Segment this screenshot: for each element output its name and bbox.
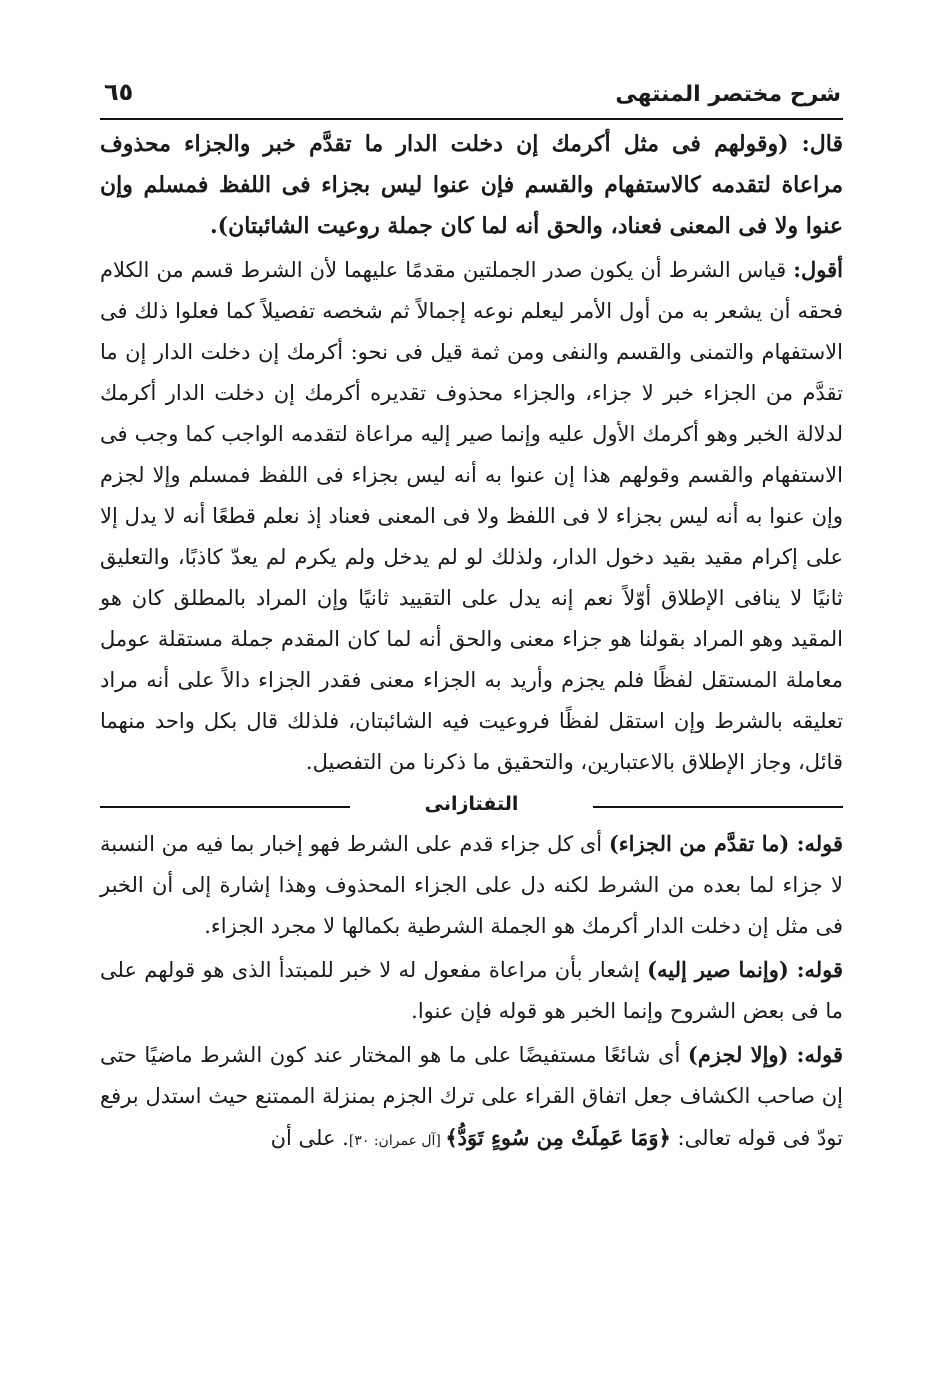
page-header [100, 74, 843, 120]
divider-title: التفتازانى [424, 793, 519, 815]
note-text: أى شائعًا مستفيضًا على ما هو المختار عند كون الشرط ماضيًا حتى إن صاحب الكشاف جعل اتفاق القراء على ترك الجزم بمنزلة الممتنع حيث استدل برفع تودّ فى قوله تعالى: [100, 1043, 843, 1150]
note-label: قوله: (ما تقدَّم من الجزاء) [608, 831, 843, 856]
commentary-text: قياس الشرط أن يكون صدر الجملتين مقدمًا عليهما لأن الشرط قسم من الكلام فحقه أن يشعر به من أول الأمر ليعلم نوعه إجمالاً ثم شخصه تفصيلاً كما فعلوا ذلك فى الاستفهام والتمنى والقسم والنفى ومن ثمة قيل فى نحو: أكرمك إن دخلت الدار إن ما تقدَّم من الجزاء خبر لا جزاء، والجزاء محذوف تقديره أكرمك إن دخلت الدار أكرمك لدلالة الخبر وهو أكرمك الأول عليه وإنما صير إليه مراعاة لتقدمه الواجب كما وجب فى الاستفهام والقسم وقولهم هذا إن عنوا به أنه ليس بجزاء فى اللفظ فمسلم وإلا لجزم وإن عنوا به أنه ليس بجزاء لا فى اللفظ ولا فى المعنى فعناد إذ نعلم قطعًا أنه لا يدل إلا على إكرام مقيد بقيد دخول الدار، ولذلك لو لم يدخل ولم يكرم لم يعدّ كاذبًا، والتعليق ثانيًا لا ينافى الإطلاق أوّلاً نعم إنه يدل على التقييد ثانيًا وإن المراد بالمطلق كان هو المقيد وهو المراد بقولنا هو جزاء معنى والحق أنه لما كان المقدم جملة مستقلة عومل معاملة المستقل لفظًا فلم يجزم وأريد به الجزاء معنى فقدر الجزاء دالاً على أنه مراد تعليقه بالشرط وإن استقل لفظًا فروعيت فيه الشائبتان، فلذلك قال بكل واحد منهما قائل، وجاز الإطلاق بالاعتبارين، والتحقيق ما ذكرنا من التفصيل. [100, 258, 843, 774]
note-text: إشعار بأن مراعاة مفعول له لا خبر للمبتدأ الذى هو قولهم على ما فى بعض الشروح وإنما الخبر هو قوله فإن عنوا. [100, 958, 843, 1023]
note-text: أى كل جزاء قدم على الشرط فهو إخبار بما فيه من النسبة لا جزاء لما بعده من الشرط لكنه دل على الجزاء المحذوف وهذا إشارة إلى أن الخبر فى مثل إن دخلت الدار أكرمك هو الجملة الشرطية بكمالها لا مجرد الجزاء. [100, 832, 843, 938]
commentary-label: أقول: [793, 257, 843, 282]
note-tail: . على أن [270, 1126, 349, 1150]
quran-verse: ﴿وَمَا عَمِلَتْ مِن سُوءٍ تَوَدُّ﴾ [445, 1125, 671, 1150]
matn-paragraph: قال: (وقولهم فى مثل أكرمك إن دخلت الدار ما تقدَّم خبر والجزاء محذوف مراعاة لتقدمه كالاستفهام والقسم فإن عنوا ليس بجزاء فى اللفظ فمسلم وإن عنوا ولا فى المعنى فعناد، والحق أنه لما كان جملة روعيت الشائبتان). [100, 131, 843, 239]
running-title: شرح مختصر المنتهى [615, 82, 841, 107]
note-paragraph [100, 1034, 843, 1162]
note-label: قوله: (وإلا لجزم) [687, 1042, 843, 1067]
page-number: ٦٥ [104, 78, 134, 106]
note-paragraph [100, 823, 843, 947]
commentary-paragraph [100, 249, 843, 783]
verse-reference: [آل عمران: ٣٠] [348, 1133, 446, 1149]
page-body [100, 124, 843, 1162]
note-label: قوله: (وإنما صير إليه) [647, 957, 844, 982]
section-divider [100, 793, 843, 819]
note-paragraph [100, 949, 843, 1032]
